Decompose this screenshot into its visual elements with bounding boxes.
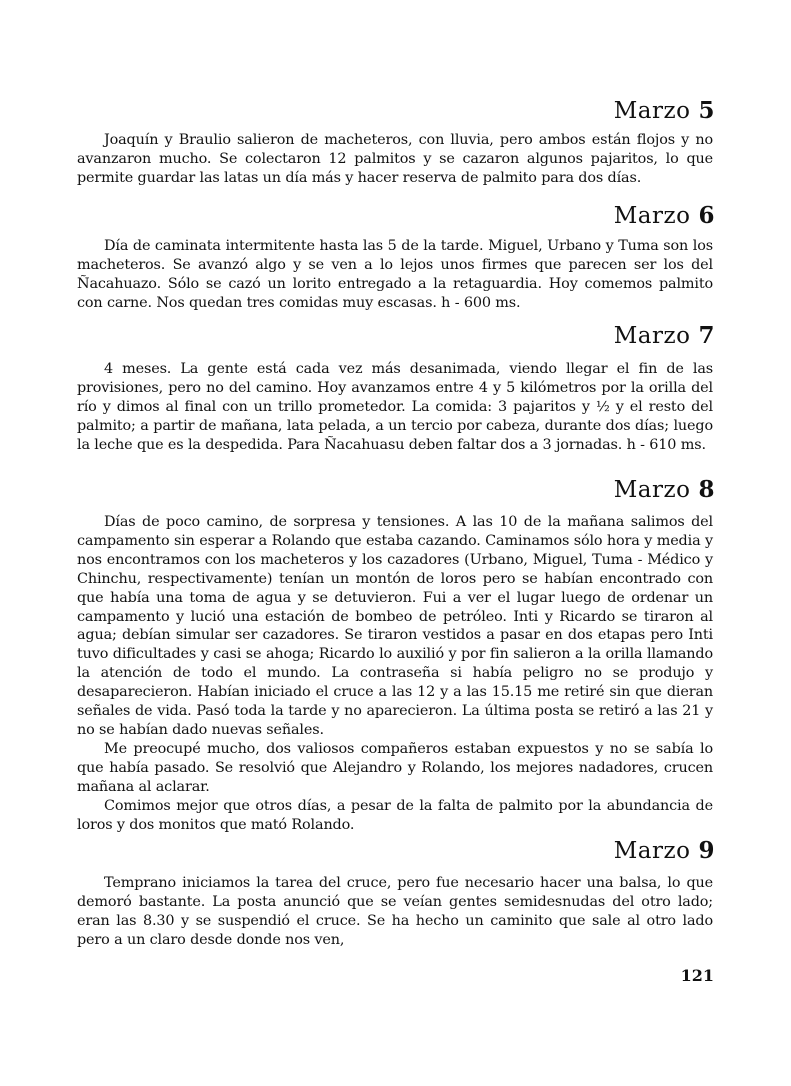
entry-date-heading [614, 323, 715, 349]
entry-paragraph: Me preocupé mucho, dos valiosos compañeros estaban expuestos y no se sabía lo que había pasado. Se resolvió que Alejandro y Rolando, los mejores nadadores, crucen mañana al aclarar. [77, 740, 713, 795]
entry-body [77, 360, 713, 455]
entry-body [77, 874, 713, 950]
entry-paragraph: Comimos mejor que otros días, a pesar de la falta de palmito por la abundancia de loros y dos monitos que mató Rolando. [77, 797, 713, 833]
page-number: 121 [680, 966, 714, 985]
entry-date-heading [614, 477, 715, 503]
entry-day: 5 [698, 97, 715, 124]
entry-month: Marzo [613, 203, 691, 229]
entry-paragraph: 4 meses. La gente está cada vez más desanimada, viendo llegar el fin de las provisiones, pero no del camino. Hoy avanzamos entre 4 y 5 kilómetros por la orilla del río y dimos al final con un trillo prometedor. La comida: 3 pajaritos y ½ y el resto del palmito; a partir de mañana, lata pelada, a un tercio por cabeza, durante dos días; luego la leche que es la despedida. Para Ñacahuasu deben faltar dos a 3 jornadas. h - 610 ms. [77, 361, 713, 453]
entry-month: Marzo [613, 838, 691, 864]
entry-day: 9 [698, 837, 715, 864]
entry-date-heading [614, 838, 715, 864]
entry-day: 7 [698, 322, 715, 349]
entry-paragraph: Joaquín y Braulio salieron de macheteros, con lluvia, pero ambos están flojos y no avanzaron mucho. Se colectaron 12 palmitos y se cazaron algunos pajaritos, lo que permite guardar las latas un día más y hacer reserva de palmito para dos días. [77, 132, 713, 186]
entry-paragraph: Temprano iniciamos la tarea del cruce, pero fue necesario hacer una balsa, lo que demoró bastante. La posta anunció que se veían gentes semidesnudas del otro lado; eran las 8.30 y se suspendió el cruce. Se ha hecho un caminito que sale al otro lado pero a un claro desde donde nos ven, [77, 875, 713, 948]
entry-body [77, 513, 713, 834]
entry-month: Marzo [613, 323, 691, 349]
entry-month: Marzo [613, 477, 691, 503]
entry-month: Marzo [613, 98, 691, 124]
entry-paragraph: Días de poco camino, de sorpresa y tensiones. A las 10 de la mañana salimos del campamento sin esperar a Rolando que estaba cazando. Caminamos sólo hora y media y nos encontramos con los macheteros y los cazadores (Urbano, Miguel, Tuma - Médico y Chinchu, respectivamente) tenían un montón de loros pero se habían encontrado con que había una toma de agua y se detuvieron. Fui a ver el lugar luego de ordenar un campamento y lució una estación de bombeo de petróleo. Inti y Ricardo se tiraron al agua; debían simular ser cazadores. Se tiraron vestidos a pasar en dos etapas pero Inti tuvo dificultades y casi se ahoga; Ricardo lo auxilió y por fin salieron a la orilla llamando la atención de todo el mundo. La contraseña si había peligro no se produjo y desaparecieron. Habían iniciado el cruce a las 12 y a las 15.15 me retiré sin que dieran señales de vida. Pasó toda la tarde y no aparecieron. La última posta se retiró a las 21 y no se habían dado nuevas señales. [77, 514, 713, 738]
entry-date-heading [614, 203, 715, 229]
entry-day: 8 [698, 476, 715, 503]
entry-body [77, 237, 713, 313]
entry-day: 6 [698, 202, 715, 229]
entry-body [77, 131, 713, 188]
entry-paragraph: Día de caminata intermitente hasta las 5 de la tarde. Miguel, Urbano y Tuma son los macheteros. Se avanzó algo y se ven a lo lejos unos firmes que parecen ser los del Ñacahuazo. Sólo se cazó un lorito entregado a la retaguardia. Hoy comemos palmito con carne. Nos quedan tres comidas muy escasas. h - 600 ms. [77, 238, 713, 311]
entry-date-heading [614, 98, 715, 124]
